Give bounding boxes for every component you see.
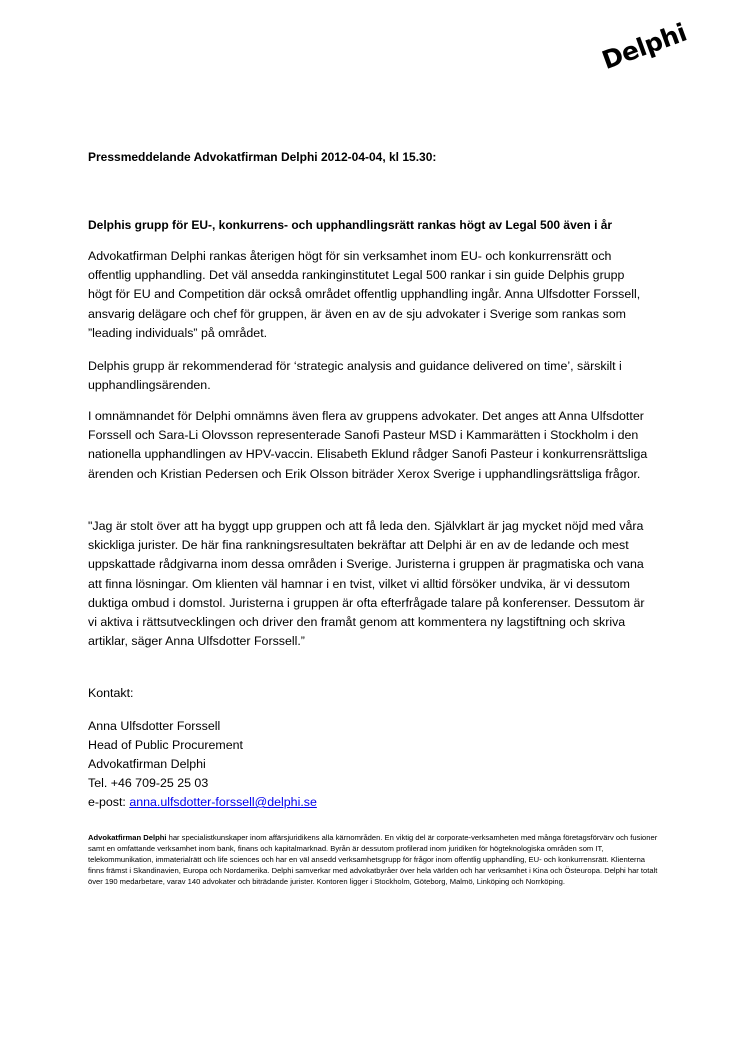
delphi-logo: Delphi bbox=[598, 17, 691, 75]
contact-label: Kontakt: bbox=[88, 686, 134, 700]
contact-role: Head of Public Procurement bbox=[88, 738, 243, 752]
paragraph-intro: Advokatfirman Delphi rankas återigen högt för sin verksamhet inom EU- och konkurrensrätt och offentlig upphandling. Det väl ansedda rankinginstitutet Legal 500 rankar i sin guide Delphis grupp högt för EU and Competition där också området offentlig upphandling ingår. Anna Ulfsdotter Forssell, ansvarig delägare och chef för gruppen, är även en av de sju advokater i Sverige som rankas som ”leading individuals” på området. bbox=[88, 249, 641, 340]
company-footer bbox=[88, 832, 663, 887]
contact-phone: Tel. +46 709-25 25 03 bbox=[88, 776, 209, 790]
footer-text: har specialistkunskaper inom affärsjuridikens alla kärnområden. En viktig del är corporate-verksamheten med många företagsförvärv och fusioner samt en omfattande verksamhet inom bank, finans och kapitalmarknad. Byrån är dessutom profilerad inom juridiken för högteknologiska områden som IT, telekommunikation, immaterialrätt och life sciences och har en väl ansedd verksamhetsgrupp för frågor inom offentlig upphandling, EU- och konkurrensrätt. Klienterna finns främst i Skandinavien, Europa och Nordamerika. Delphi samverkar med advokatbyråer över hela världen och har verksamhet i Kina och Östeuropa. Delphi har totalt över 190 medarbetare, varav 140 advokater och biträdande jurister. Kontoren ligger i Stockholm, Göteborg, Malmö, Linköping och Norrköping. bbox=[88, 833, 658, 886]
contact-email-prefix: e-post: bbox=[88, 795, 130, 809]
contact-company: Advokatfirman Delphi bbox=[88, 757, 206, 771]
contact-email-link[interactable]: anna.ulfsdotter-forssell@delphi.se bbox=[129, 795, 317, 809]
contact-email-row bbox=[88, 793, 317, 812]
paragraph-lawyers: I omnämnandet för Delphi omnämns även flera av gruppens advokater. Det anges att Anna Ulfsdotter Forssell och Sara-Li Olovsson representerade Sanofi Pasteur MSD i Kammarätten i Stockholm i den nationella upphandlingen av HPV-vaccin. Elisabeth Eklund rådger Sanofi Pasteur i konkurrensrättsliga ärenden och Kristian Pedersen och Erik Olsson biträder Xerox Sverige i upphandlingsrättsliga frågor. bbox=[88, 409, 648, 481]
contact-name: Anna Ulfsdotter Forssell bbox=[88, 719, 221, 733]
footer-company: Advokatfirman Delphi bbox=[88, 833, 167, 842]
press-release-title: Pressmeddelande Advokatfirman Delphi 2012-04-04, kl 15.30: bbox=[88, 150, 437, 164]
contact-block bbox=[88, 717, 317, 812]
paragraph-quote: "Jag är stolt över att ha byggt upp gruppen och att få leda den. Självklart är jag mycket nöjd med våra skickliga jurister. De här fina rankningsresultaten bekräftar att Delphi är en av de ledande och mest uppskattade rådgivarna inom dessa områden i Sverige. Juristerna i gruppen är pragmatiska och vana att finna lösningar. Om klienten väl hamnar i en tvist, vilket vi alltid försöker undvika, är vi dessutom duktiga ombud i domstol. Juristerna i gruppen är ofta efterfrågade talare på konferenser. Dessutom är vi aktiva i rättsutvecklingen och driver den framåt genom att kommentera ny lagstiftning och skriva artiklar, säger Anna Ulfsdotter Forssell.” bbox=[88, 519, 645, 649]
headline: Delphis grupp för EU-, konkurrens- och upphandlingsrätt rankas högt av Legal 500 även i år bbox=[88, 218, 613, 232]
paragraph-recommendation: Delphis grupp är rekommenderad för ‘strategic analysis and guidance delivered on time’, särskilt i upphandlingsärenden. bbox=[88, 359, 622, 393]
